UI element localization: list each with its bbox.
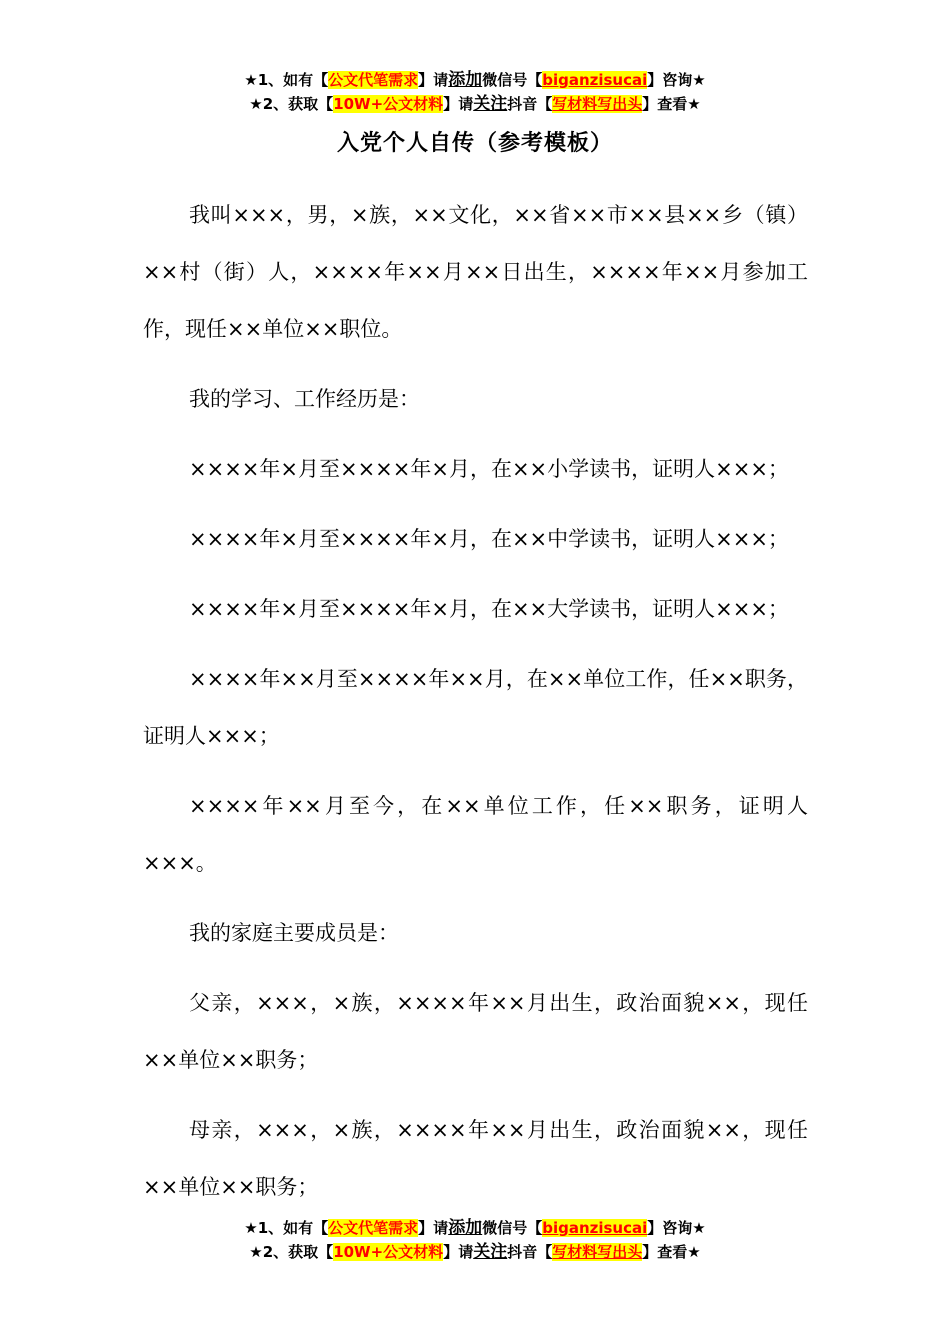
paragraph-middle-school: ××××年×月至××××年×月，在××中学读书，证明人×××； xyxy=(189,527,789,551)
highlight-service: 公文代笔需求 xyxy=(328,71,419,89)
paragraph-intro: 我叫×××，男，×族，××文化，××省××市××县××乡（镇）××村（街）人，××××年××月××日出生，××××年××月参加工作，现任××单位××职位。 xyxy=(143,203,808,341)
document-body xyxy=(143,187,808,1229)
promo-banner-bottom xyxy=(0,1216,950,1264)
paragraph-work-1: ××××年××月至××××年××月，在××单位工作，任××职务，证明人×××； xyxy=(143,667,808,748)
document-title: 入党个人自传（参考模板） xyxy=(336,131,613,156)
promo-line-2-bottom: ★2、获取【10W+公文材料】请关注抖音【写材料写出头】查看★ xyxy=(249,1242,701,1262)
paragraph-primary-school: ××××年×月至××××年×月，在××小学读书，证明人×××； xyxy=(189,457,789,481)
paragraph-study-heading: 我的学习、工作经历是： xyxy=(189,387,420,411)
promo-line-1: ★1、如有【公文代笔需求】请添加微信号【biganzisucai】咨询★ xyxy=(244,70,706,90)
highlight-service: 公文代笔需求 xyxy=(328,1219,419,1237)
highlight-materials: 10W+公文材料 xyxy=(333,95,444,113)
paragraph-father: 父亲，×××，×族，××××年××月出生，政治面貌××，现任××单位××职务； xyxy=(143,991,808,1072)
paragraph-university: ××××年×月至××××年×月，在××大学读书，证明人×××； xyxy=(189,597,789,621)
douyin-account: 写材料写出头 xyxy=(552,95,643,113)
promo-line-1-bottom: ★1、如有【公文代笔需求】请添加微信号【biganzisucai】咨询★ xyxy=(244,1218,706,1238)
highlight-materials: 10W+公文材料 xyxy=(333,1243,444,1261)
wechat-id: biganzisucai xyxy=(542,71,648,89)
paragraph-family-heading: 我的家庭主要成员是： xyxy=(189,921,399,945)
wechat-id: biganzisucai xyxy=(542,1219,648,1237)
promo-line-2: ★2、获取【10W+公文材料】请关注抖音【写材料写出头】查看★ xyxy=(249,94,701,114)
paragraph-work-current: ××××年××月至今，在××单位工作，任××职务，证明人×××。 xyxy=(143,794,808,875)
douyin-account: 写材料写出头 xyxy=(552,1243,643,1261)
promo-banner-top xyxy=(0,68,950,116)
paragraph-mother: 母亲，×××，×族，××××年××月出生，政治面貌××，现任××单位××职务； xyxy=(143,1118,808,1199)
